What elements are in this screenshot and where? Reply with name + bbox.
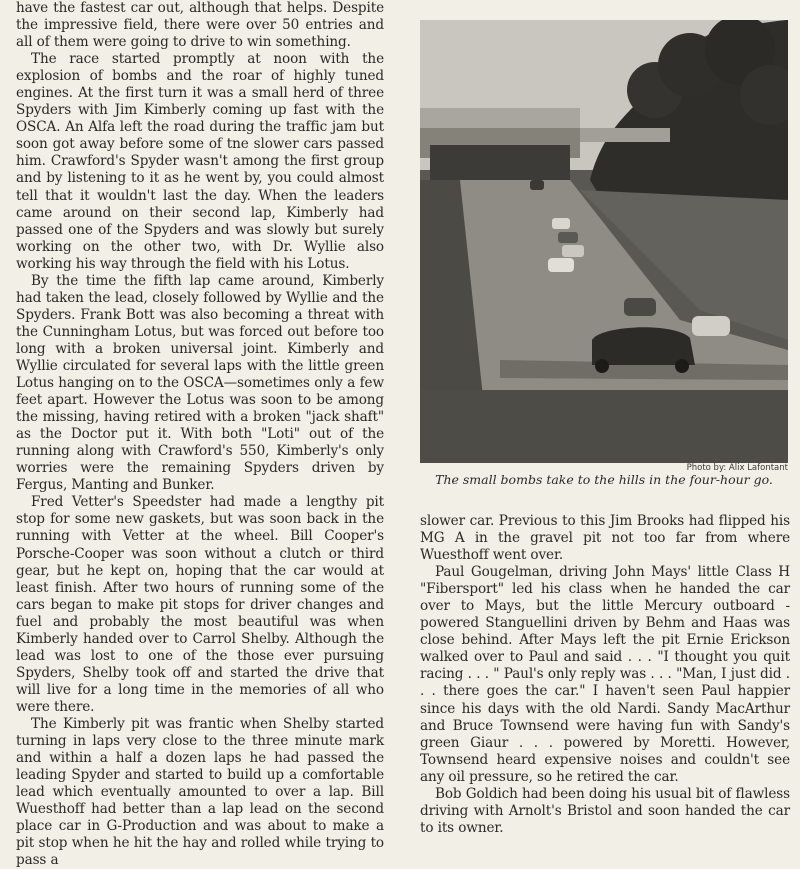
photo-caption: The small bombs take to the hills in the four-hour go.: [435, 472, 773, 487]
paragraph: Bob Goldich had been doing his usual bit of flawless driving with Arnolt's Bristol and soon handed the car to its owner.: [420, 785, 790, 836]
paragraph: Paul Gougelman, driving John Mays' little Class H "Fibersport" led his class when he handed the car over to Mays, but the little Mercury outboard - powered Stanguellini driven by Behm and Haas was close behind. After Mays left the pit Ernie Erickson walked over to Paul and said . . . "I thought you quit racing . . . " Paul's only reply was . . . "Man, I just did . . . there goes the car." I haven't seen Paul happier since his days with the old Nardi. Sandy MacArthur and Bruce Townsend were having fun with Sandy's green Giaur . . . powered by Moretti. However, Townsend heard expensive noises and couldn't see any oil pressure, so he retired the car.: [420, 564, 790, 785]
left-column: [16, 0, 384, 869]
paragraph: Fred Vetter's Speedster had made a lengthy pit stop for some new gaskets, but was soon back in the running with Vetter at the wheel. Bill Cooper's Porsche-Cooper was soon without a clutch or third gear, but he kept on, hoping that the car would at least finish. After two hours of running some of the cars began to make pit stops for driver changes and fuel and probably the most beautiful was when Kimberly handed over to Carrol Shelby. Although the lead was lost to one of the those ever pursuing Spyders, Shelby took off and started the drive that will live for a long time in the memories of all who were there.: [16, 494, 384, 715]
photo-credit: Photo by: Alix Lafontant: [686, 463, 788, 473]
paragraph: The race started promptly at noon with the explosion of bombs and the roar of highly tuned engines. At the first turn it was a small herd of three Spyders with Jim Kimberly coming up fast with the OSCA. An Alfa left the road during the traffic jam but soon got away before some of tne slower cars passed him. Crawford's Spyder wasn't among the first group and by listening to it as he went by, you could almost tell that it wouldn't last the day. When the leaders came around on their second lap, Kimberly had passed one of the Spyders and was slowly but surely working on the other two, with Dr. Wyllie also working his way through the field with his Lotus.: [16, 51, 384, 272]
right-column: [420, 513, 790, 837]
paragraph: have the fastest car out, although that helps. Despite the impressive field, there were over 50 entries and all of them were going to drive to win something.: [16, 0, 384, 51]
race-photo: [420, 20, 788, 463]
paragraph: slower car. Previous to this Jim Brooks had flipped his MG A in the gravel pit not too far from where Wuesthoff went over.: [420, 513, 790, 564]
paragraph: The Kimberly pit was frantic when Shelby started turning in laps very close to the three minute mark and within a half a dozen laps he had passed the leading Spyder and started to build up a comfortable lead which eventually amounted to over a lap. Bill Wuesthoff had better than a lap lead on the second place car in G-Production and was about to make a pit stop when he hit the hay and rolled while trying to pass a: [16, 715, 384, 869]
paragraph: By the time the fifth lap came around, Kimberly had taken the lead, closely followed by Wyllie and the Spyders. Frank Bott was also becoming a threat with the Cunningham Lotus, but was forced out before too long with a broken universal joint. Kimberly and Wyllie circulated for several laps with the little green Lotus hanging on to the OSCA—sometimes only a few feet apart. However the Lotus was soon to be among the missing, having retired with a broken "jack shaft" as the Doctor put it. With both "Loti" out of the running along with Crawford's 550, Kimberly's only worries were the remaining Spyders driven by Fergus, Manting and Bunker.: [16, 272, 384, 494]
